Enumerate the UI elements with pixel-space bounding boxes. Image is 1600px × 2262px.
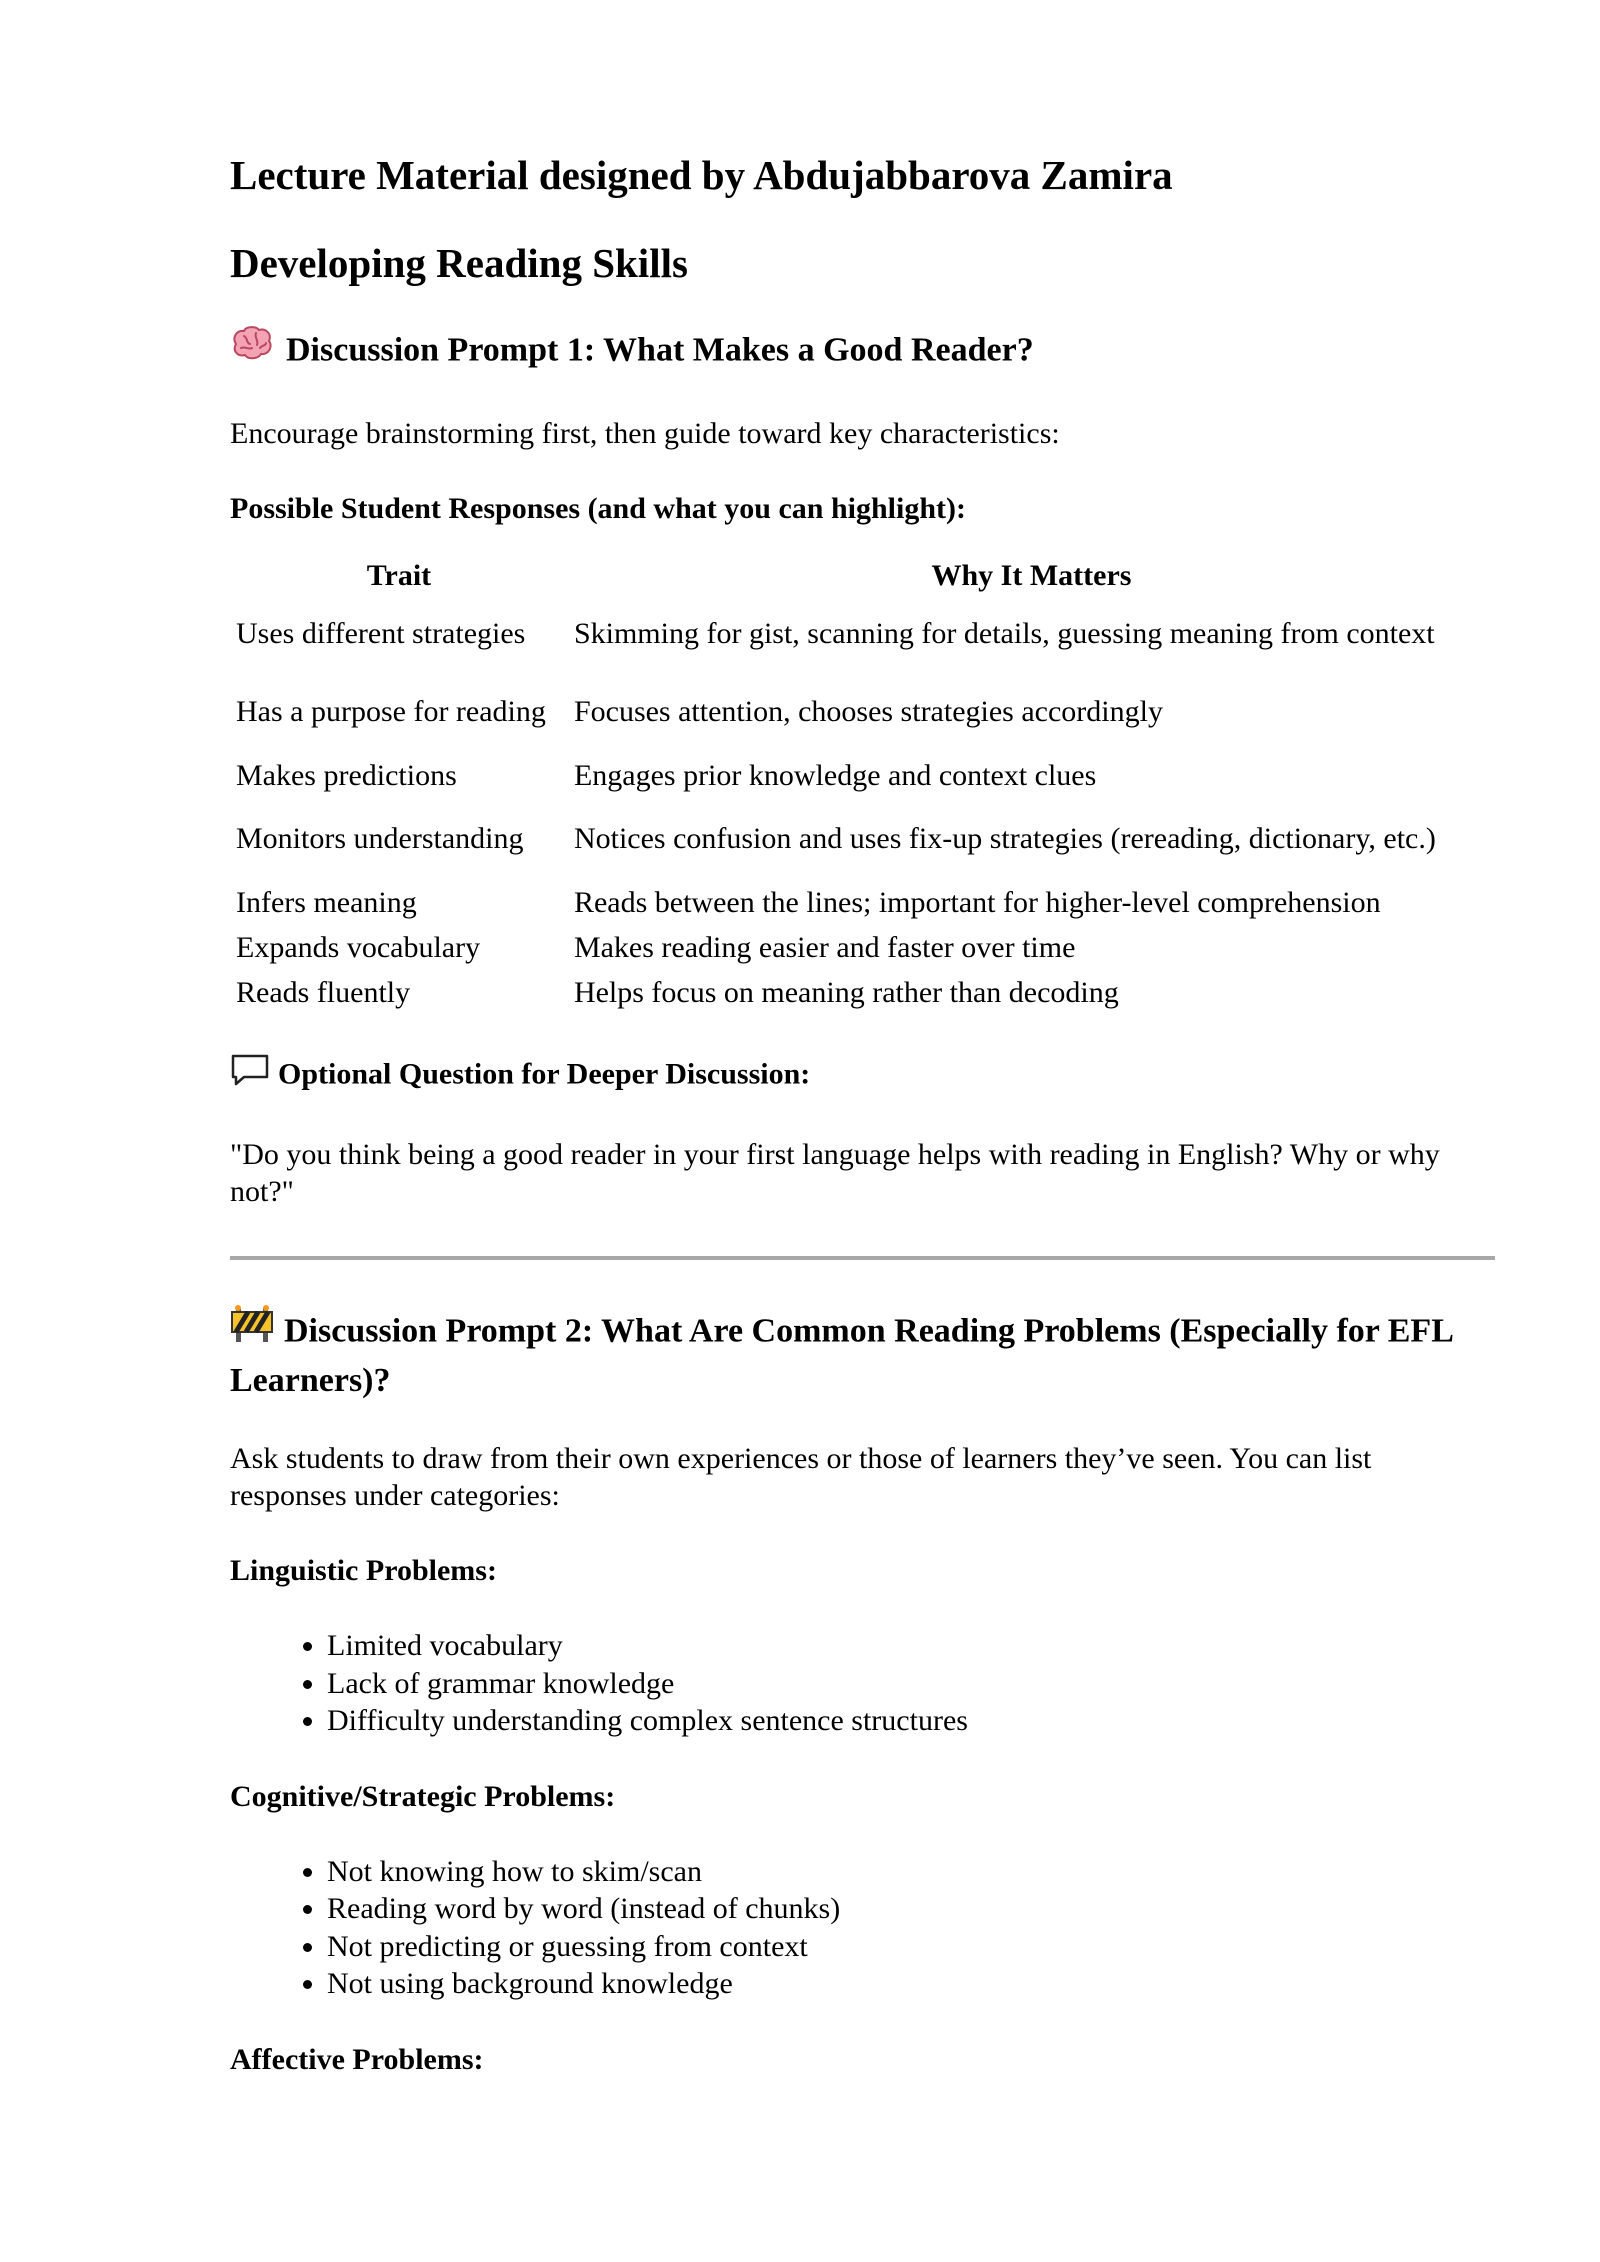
document-subtitle: Developing Reading Skills [230, 240, 688, 286]
responses-label: Possible Student Responses (and what you can highlight): [230, 492, 966, 525]
table-row [230, 671, 1495, 753]
table-cell-trait: Monitors understanding [236, 822, 524, 855]
list-item: • Not knowing how to skim/scan [327, 1853, 1495, 1891]
prompt2-heading [230, 1308, 1495, 1402]
optional-question-heading-text: Optional Question for Deeper Discussion: [278, 1057, 811, 1091]
linguistic-problems-list [230, 1627, 1495, 1740]
table-header-trait: Trait [366, 559, 432, 592]
table-row [230, 880, 1495, 925]
traits-table [230, 555, 1495, 1015]
table-cell-trait: Infers meaning [236, 885, 417, 919]
table-row [230, 970, 1495, 1015]
section-divider [230, 1256, 1495, 1260]
table-row [230, 925, 1495, 970]
table-cell-why: Focuses attention, chooses strategies accordingly [573, 695, 1163, 728]
linguistic-problems-label: Linguistic Problems: [230, 1554, 497, 1587]
table-header-row [230, 555, 1495, 597]
brain-icon [230, 324, 274, 373]
cognitive-problems-list [230, 1853, 1495, 2003]
table-row [230, 753, 1495, 798]
list-item: • Lack of grammar knowledge [327, 1665, 1495, 1703]
optional-question: "Do you think being a good reader in your first language helps with reading in English? Why or why not?" [230, 1138, 1440, 1208]
table-row [230, 597, 1495, 671]
document-title: Lecture Material designed by Abdujabbarova Zamira [230, 152, 1173, 198]
list-item: • Reading word by word (instead of chunks) [327, 1890, 1495, 1928]
table-cell-trait: Expands vocabulary [236, 930, 481, 964]
construction-barrier-icon [230, 1304, 274, 1355]
list-item: • Not using background knowledge [327, 1965, 1495, 2003]
table-row [230, 798, 1495, 880]
table-cell-trait: Has a purpose for reading [236, 695, 546, 728]
table-cell-trait: Makes predictions [236, 758, 457, 792]
table-cell-why: Engages prior knowledge and context clues [573, 758, 1097, 792]
affective-problems-label: Affective Problems: [230, 2042, 484, 2076]
table-cell-why: Skimming for gist, scanning for details, guessing meaning from context [573, 617, 1435, 650]
table-header-why: Why It Matters [931, 559, 1132, 592]
prompt1-intro: Encourage brainstorming first, then guide toward key characteristics: [230, 417, 1060, 450]
table-cell-trait: Reads fluently [236, 975, 411, 1009]
cognitive-problems-label: Cognitive/Strategic Problems: [230, 1779, 616, 1813]
table-cell-trait: Uses different strategies [236, 617, 526, 650]
speech-bubble-icon [230, 1053, 270, 1096]
prompt1-heading-text: Discussion Prompt 1: What Makes a Good Reader? [286, 331, 1034, 369]
table-cell-why: Reads between the lines; important for higher-level comprehension [573, 885, 1381, 919]
optional-question-heading [230, 1055, 1495, 1098]
prompt2-intro: Ask students to draw from their own experiences or those of learners they’ve seen. You can list responses under categories: [230, 1442, 1372, 1512]
list-item: • Limited vocabulary [327, 1627, 1495, 1665]
list-item: • Difficulty understanding complex sentence structures [327, 1702, 1495, 1740]
table-cell-why: Notices confusion and uses fix-up strategies (rereading, dictionary, etc.) [573, 822, 1436, 855]
prompt2-heading-text: Discussion Prompt 2: What Are Common Reading Problems (Especially for EFL Learners)? [230, 1312, 1453, 1399]
list-item: • Not predicting or guessing from context [327, 1928, 1495, 1966]
prompt1-heading [230, 328, 1495, 377]
table-cell-why: Makes reading easier and faster over time [573, 930, 1076, 964]
table-cell-why: Helps focus on meaning rather than decoding [573, 975, 1119, 1009]
document-page [230, 150, 1495, 2078]
